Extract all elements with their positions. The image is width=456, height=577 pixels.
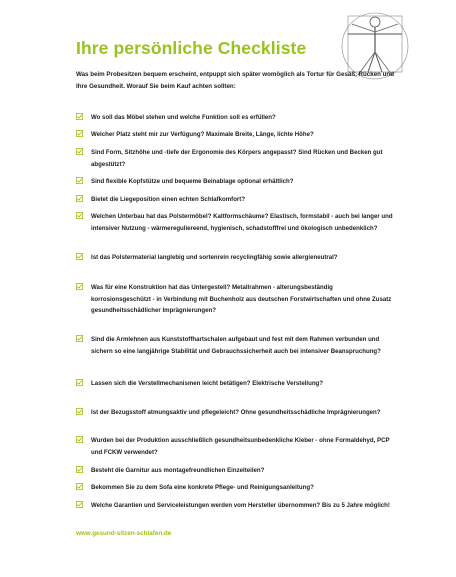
checkbox-checked-icon <box>76 483 83 490</box>
checkbox-checked-icon <box>76 253 83 260</box>
checklist-item-text: Wurden bei der Produktion ausschließlich gesundheitsunbedenkliche Kleber - ohne Formaldehyd, PCP und FCKW verwendet? <box>91 437 390 456</box>
page-title: Ihre persönliche Checkliste <box>76 38 307 58</box>
checkbox-checked-icon <box>76 212 83 219</box>
checklist-item-text: Welcher Platz steht mir zur Verfügung? Maximale Breite, Länge, lichte Höhe? <box>91 131 314 138</box>
checkbox-checked-icon <box>76 466 83 473</box>
checkbox-checked-icon <box>76 408 83 415</box>
checklist-item-text: Welche Garantien und Serviceleistungen werden vom Hersteller übernommen? Bis zu 5 Jahre möglich! <box>91 502 390 509</box>
intro-text: Was beim Probesitzen bequem erscheint, entpuppt sich später womöglich als Tortur für Gesäß, Rücken und Ihre Gesundheit. Worauf Sie beim Kauf achten sollten: <box>76 71 394 90</box>
checklist-item-text: Sind die Armlehnen aus Kunststoffhartschalen aufgebaut und fest mit dem Rahmen verbunden und sichern so eine langjährige Stabilität und Gebrauchssicherheit auch bei intensiver Beanspruchung? <box>91 336 381 355</box>
checklist-item-text: Lassen sich die Verstellmechanismen leicht betätigen? Elektrische Verstellung? <box>91 380 323 387</box>
checklist-item-text: Sind flexible Kopfstütze und bequeme Beinablage optional erhältlich? <box>91 178 294 185</box>
checkbox-checked-icon <box>76 148 83 155</box>
checklist-item-text: Was für eine Konstruktion hat das Untergestell? Metallrahmen - alterungsbeständig korrosionsgeschützt - in Verbindung mit Buchenholz aus deutschen Forstwirtschaften und ohne Zusatz gesundheitsschädlicher Imprägnierungen? <box>91 284 392 314</box>
website-url: www.gesund-sitzen-schlafen.de <box>76 530 172 537</box>
checklist-item-text: Sind Form, Sitzhöhe und -tiefe der Ergonomie des Körpers angepasst? Sind Rücken und Becken gut abgestützt? <box>91 149 383 168</box>
checklist-item-text: Bietet die Liegeposition einen echten Schlafkomfort? <box>91 196 246 203</box>
checklist-item-text: Bekommen Sie zu dem Sofa eine konkrete Pflege- und Reinigungsanleitung? <box>91 484 314 491</box>
checkbox-checked-icon <box>76 195 83 202</box>
checklist-item-text: Wo soll das Möbel stehen und welche Funktion soll es erfüllen? <box>91 114 276 121</box>
checklist-item-text: Welchen Unterbau hat das Polstermöbel? Kaltformschäume? Elastisch, formstabil - auch bei langer und intensiver Nutzung - wärmereguliereend, hygienisch, schadstofffrei und ökologisch unbedenklich? <box>91 213 393 232</box>
checkbox-checked-icon <box>76 177 83 184</box>
checkbox-checked-icon <box>76 130 83 137</box>
checkbox-checked-icon <box>76 379 83 386</box>
checklist-item-text: Ist das Polstermaterial langlebig und sortenrein recyclingfähig sowie allergieneutral? <box>91 254 338 261</box>
checkbox-checked-icon <box>76 283 83 290</box>
checkbox-checked-icon <box>76 436 83 443</box>
checkbox-checked-icon <box>76 113 83 120</box>
checklist-item-text: Ist der Bezugsstoff atmungsaktiv und pflegeleicht? Ohne gesundheitsschädliche Imprägnierungen? <box>91 409 381 416</box>
checklist-item-text: Besteht die Garnitur aus montagefreundlichen Einzelteilen? <box>91 467 265 474</box>
checkbox-checked-icon <box>76 501 83 508</box>
checkbox-checked-icon <box>76 335 83 342</box>
